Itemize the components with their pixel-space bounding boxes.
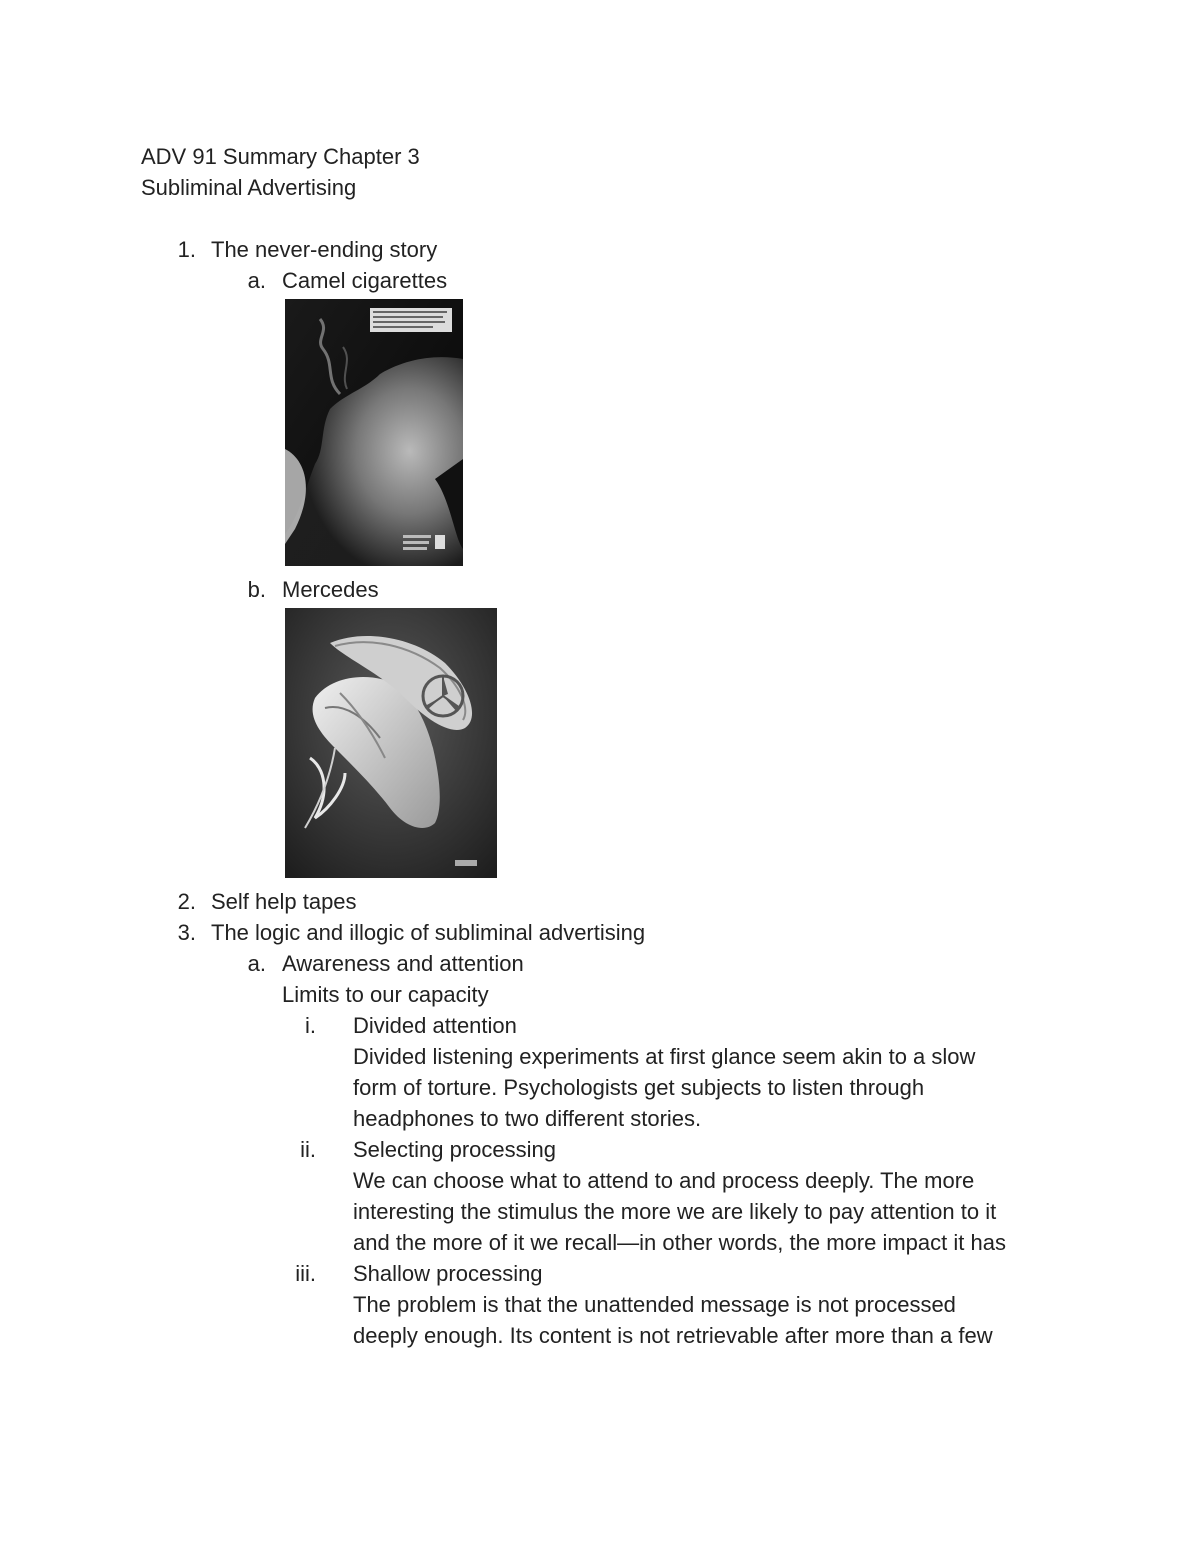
paragraph-line: The problem is that the unattended message is not processed	[353, 1292, 956, 1317]
list-marker-3a: a.	[247, 951, 266, 976]
list-item-1b: Mercedes	[282, 577, 379, 602]
paragraph-line: interesting the stimulus the more we are likely to pay attention to it	[353, 1199, 997, 1224]
list-item-2: Self help tapes	[211, 889, 357, 914]
paragraph-line: headphones to two different stories.	[353, 1106, 702, 1131]
list-item-3aiii: Shallow processing	[353, 1261, 543, 1286]
list-item-3ai: Divided attention	[353, 1013, 517, 1038]
list-marker-3aiii: iii.	[295, 1261, 316, 1286]
list-item-1a: Camel cigarettes	[282, 268, 448, 293]
doc-subtitle: Subliminal Advertising	[141, 175, 357, 200]
list-item-3a: Awareness and attention	[282, 951, 524, 976]
doc-title: ADV 91 Summary Chapter 3	[141, 144, 420, 169]
list-marker-3aii: ii.	[300, 1137, 316, 1162]
list-marker-1: 1.	[177, 237, 196, 262]
paragraph-line: deeply enough. Its content is not retrievable after more than a few	[353, 1323, 993, 1348]
list-marker-2: 2.	[177, 889, 196, 914]
camel-ad-image	[285, 299, 463, 566]
list-item-3a-note: Limits to our capacity	[282, 982, 489, 1007]
list-marker-3: 3.	[177, 920, 196, 945]
list-marker-3ai: i.	[305, 1013, 316, 1038]
mercedes-ad-image	[285, 608, 497, 878]
list-item-3aii: Selecting processing	[353, 1137, 557, 1162]
list-marker-1a: a.	[247, 268, 266, 293]
paragraph-line: We can choose what to attend to and process deeply. The more	[353, 1168, 975, 1193]
paragraph-line: Divided listening experiments at first glance seem akin to a slow	[353, 1044, 976, 1069]
list-marker-1b: b.	[247, 577, 266, 602]
paragraph-line: and the more of it we recall—in other words, the more impact it has	[353, 1230, 1006, 1255]
paragraph-line: form of torture. Psychologists get subjects to listen through	[353, 1075, 925, 1100]
list-item-1: The never-ending story	[211, 237, 438, 262]
list-item-3: The logic and illogic of subliminal advertising	[211, 920, 646, 945]
